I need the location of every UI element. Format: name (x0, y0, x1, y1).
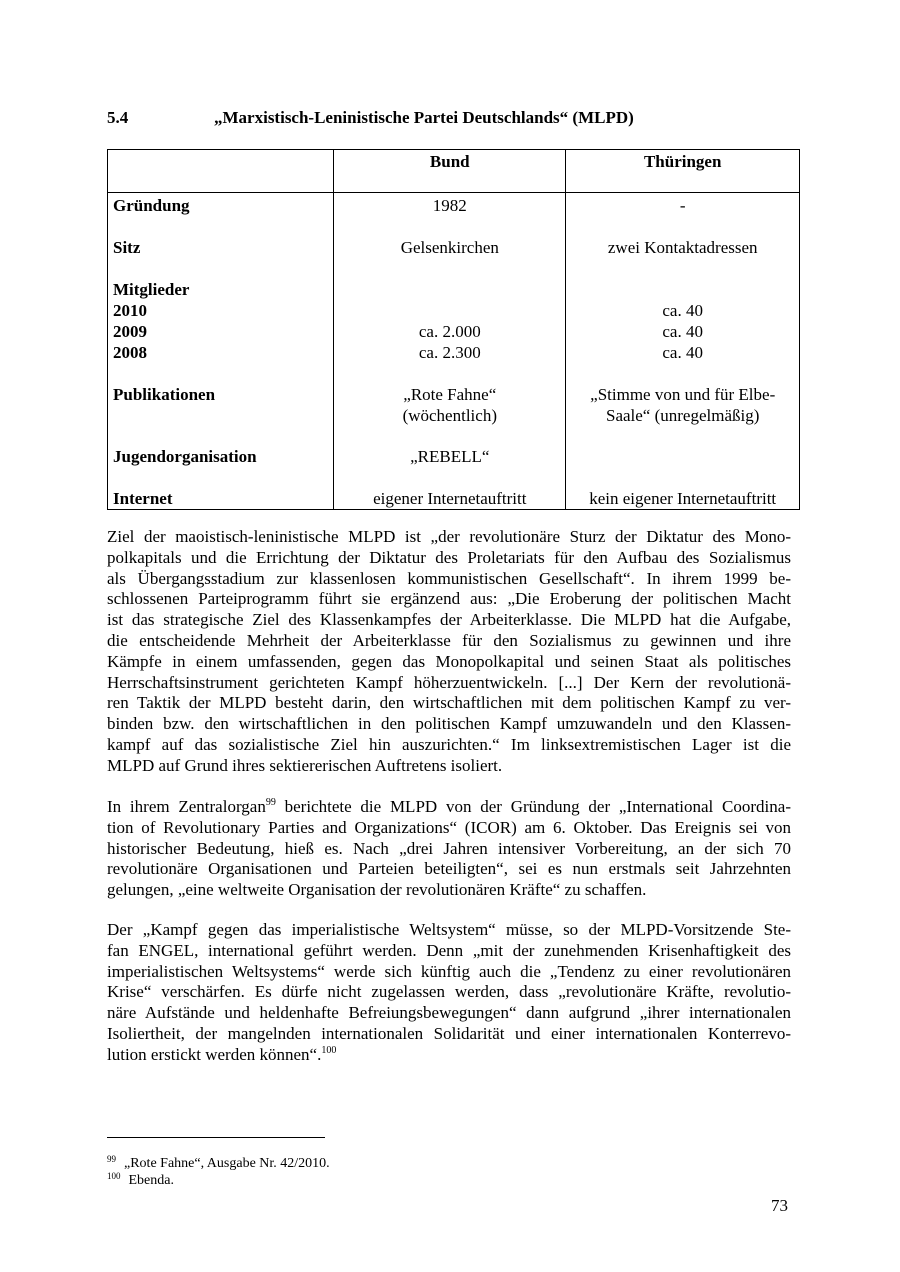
footnote-divider (107, 1137, 325, 1138)
thueringen-publikation-2: Saale“ (unregelmäßig) (605, 406, 760, 425)
paragraph-line: ist das strategische Ziel des Klassenkampfes der Arbeiterklasse. Die MLPD hat die Aufgabe, (107, 610, 791, 630)
paragraph-ziel (107, 527, 791, 777)
table-body-row (108, 193, 800, 510)
label-mitglieder: Mitglieder (113, 280, 190, 299)
paragraph-line: imperialistischen Weltsystems“ werde sich künftig auch die „Tendenz zu einer revolutionären (107, 961, 791, 981)
table-header-empty (108, 150, 334, 193)
section-number: 5.4 (107, 108, 129, 127)
paragraph-line: Herrschaftsinstrument gerichteten Kampf höherzuentwickeln. [...] Der Kern der revolutionä- (107, 672, 791, 692)
section-title: „Marxistisch-Leninistische Partei Deutschlands“ (MLPD) (214, 108, 634, 127)
paragraph-line: die entscheidende Mehrheit der Arbeiterklasse für den Sozialismus zu gewinnen und ihre (107, 630, 791, 650)
thueringen-mitglieder-2008: ca. 40 (662, 343, 703, 362)
paragraph-text: lution erstickt werden können“. (107, 1044, 322, 1064)
label-2009: 2009 (113, 322, 147, 341)
paragraph-line: näre Aufstände und heldenhafte Befreiungsbewegungen“ dann aufgrund „ihrer internationalen (107, 1003, 791, 1023)
bund-mitglieder-2009: ca. 2.000 (418, 322, 481, 341)
label-2010: 2010 (113, 301, 147, 320)
paragraph-line: fan ENGEL, international geführt werden. Denn „mit der zunehmenden Krisenhaftigkeit des (107, 940, 791, 960)
bund-mitglieder-2010 (339, 300, 560, 321)
paragraph-line: polkapitals und die Errichtung der Diktatur des Proletariats für den Aufbau des Sozialismus (107, 547, 791, 567)
page-number: 73 (771, 1196, 788, 1215)
label-jugendorganisation: Jugendorganisation (113, 447, 257, 466)
footnote-100 (107, 1168, 174, 1189)
label-publikationen: Publikationen (113, 385, 216, 404)
bund-jugend: „REBELL“ (410, 447, 490, 466)
paragraph-line: Ziel der maoistisch-leninistische MLPD ist „der revolutionäre Sturz der Diktatur des Mono- (107, 527, 791, 546)
label-sitz: Sitz (113, 238, 141, 257)
paragraph-line (107, 797, 791, 818)
footnote-mark: 100 (107, 1171, 121, 1181)
label-column (108, 193, 334, 510)
paragraph-line: revolutionäre Organisationen und Parteien beteiligten“, sei es nun erstmals seit Jahrzehnten (107, 859, 791, 879)
paragraph-line: tion of Revolutionary Parties and Organizations“ (ICOR) am 6. Oktober. Das Ereignis sei von (107, 817, 791, 837)
thueringen-jugend (571, 446, 794, 467)
paragraph-kampf (107, 920, 791, 1066)
footnote-ref-99: 99 (265, 797, 276, 808)
bund-sitz: Gelsenkirchen (400, 238, 499, 257)
paragraph-line: gelungen, „eine weltweite Organisation der revolutionären Kräfte“ zu schaffen. (107, 880, 647, 900)
thueringen-internet: kein eigener Internetauftritt (589, 489, 777, 508)
thueringen-publikation-1: „Stimme von und für Elbe- (590, 385, 776, 404)
label-2008: 2008 (113, 343, 147, 362)
table-header-bund: Bund (334, 150, 566, 193)
paragraph-line (107, 1045, 791, 1066)
paragraph-line: kampf auf das sozialistische Ziel hin auszurichten.“ Im linksextremistischen Lager ist die (107, 734, 791, 754)
bund-publikation-1: „Rote Fahne“ (403, 385, 497, 404)
party-info-table (107, 149, 800, 510)
paragraph-line: Krise“ verschärfen. Es dürfe nicht zugelassen werden, dass „revolutionäre Kräfte, revolutio- (107, 982, 791, 1002)
footnote-text: „Rote Fahne“, Ausgabe Nr. 42/2010. (124, 1156, 330, 1171)
paragraph-line: historischer Bedeutung, hieß es. Nach „drei Jahren intensiver Vorbereitung, an der sich 70 (107, 838, 791, 858)
paragraph-line: binden bzw. den wirtschaftlichen in den politischen Kampf umzuwandeln und den Klassen- (107, 714, 791, 734)
thueringen-gruendung: - (679, 196, 686, 215)
bund-internet: eigener Internetauftritt (373, 489, 527, 508)
paragraph-line: ren Taktik der MLPD besteht darin, den wirtschaftlichen mit dem politischen Kampf zu ver- (107, 693, 791, 713)
table-header-thueringen: Thüringen (566, 150, 800, 193)
footnote-mark: 99 (107, 1154, 116, 1164)
footnote-ref-100: 100 (321, 1044, 337, 1056)
paragraph-line: als Übergangsstadium zur klassenlosen kommunistischen Gesellschaft“. In ihrem 1999 be- (107, 568, 791, 588)
paragraph-line: Kämpfe in einem umfassenden, gegen das Monopolkapital und seinen Staat als politisches (107, 651, 791, 671)
thueringen-sitz: zwei Kontaktadressen (607, 238, 758, 257)
bund-column (334, 193, 566, 510)
paragraph-line: Isoliertheit, der mangelnden internationalen Solidarität und einer internationalen Konterrevo- (107, 1023, 791, 1043)
label-internet: Internet (113, 489, 173, 508)
paragraph-text: berichtete die MLPD von der Gründung der „International Coordina- (275, 797, 791, 816)
paragraph-zentralorgan (107, 797, 791, 901)
bund-publikation-2: (wöchentlich) (402, 406, 497, 425)
bund-gruendung: 1982 (432, 196, 467, 215)
table-header-row (108, 150, 800, 193)
footnote-text: Ebenda. (128, 1173, 174, 1188)
thueringen-mitglieder-2009: ca. 40 (662, 322, 703, 341)
label-gruendung: Gründung (113, 196, 190, 215)
bund-mitglieder-2008: ca. 2.300 (418, 343, 481, 362)
thueringen-mitglieder-2010: ca. 40 (662, 301, 703, 320)
paragraph-line: Der „Kampf gegen das imperialistische Weltsystem“ müsse, so der MLPD-Vorsitzende Ste- (107, 920, 791, 939)
paragraph-text: In ihrem Zentralorgan (107, 797, 266, 816)
paragraph-line: MLPD auf Grund ihres sektiererischen Auftretens isoliert. (107, 755, 503, 775)
thueringen-column (566, 193, 800, 510)
paragraph-line: schlossenen Parteiprogramm führt sie ergänzend aus: „Die Eroberung der politischen Macht (107, 589, 791, 609)
